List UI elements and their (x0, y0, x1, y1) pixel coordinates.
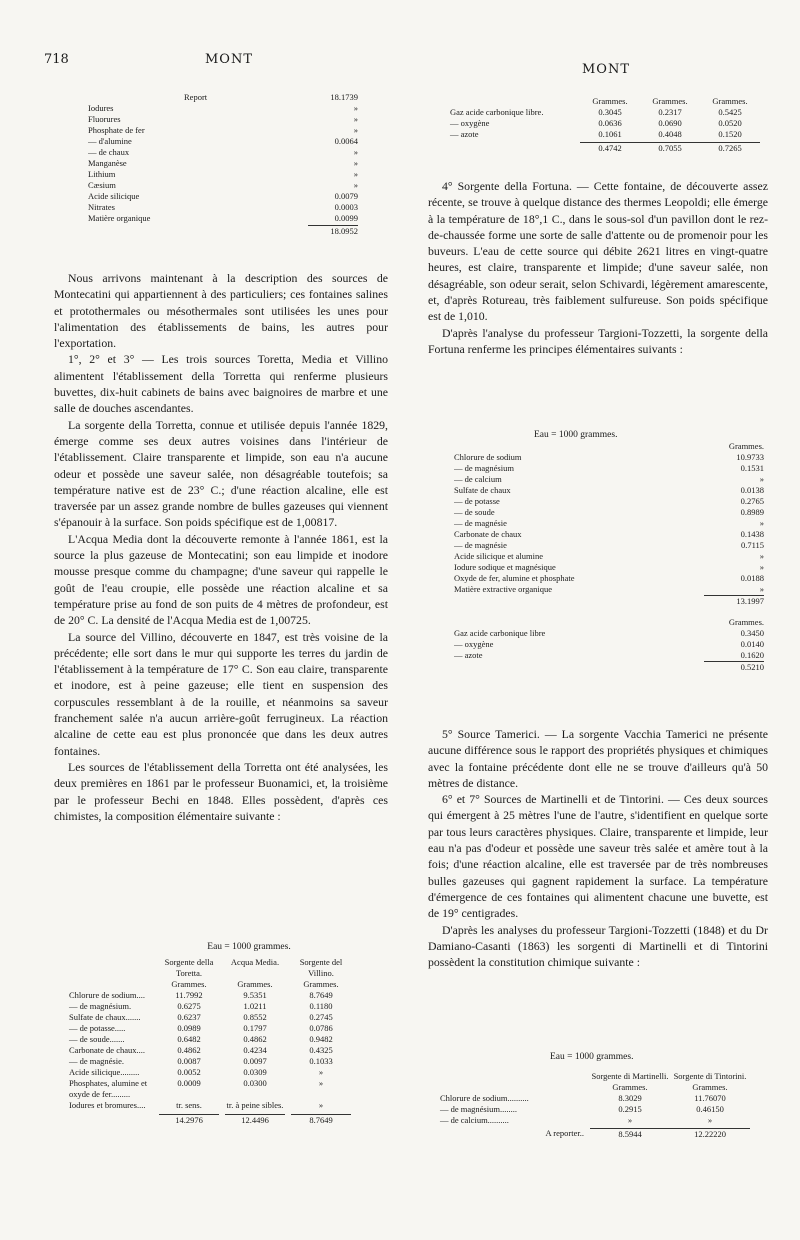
table-row (88, 169, 358, 180)
row-value: 0.3450 (740, 628, 764, 638)
row-label: Carbonate de chaux.... (69, 1045, 145, 1055)
row-label: Nitrates (88, 202, 115, 212)
cell-value: 11.7992 (175, 990, 203, 1000)
cell-value: 0.3045 (598, 107, 622, 117)
row-label: — azote (454, 650, 483, 660)
table-row (454, 551, 764, 562)
table-row (454, 496, 764, 507)
cell-value: 0.0052 (177, 1067, 201, 1077)
cell-value: 0.0636 (598, 118, 622, 128)
gas-table (450, 96, 770, 154)
paragraph: 4° Sorgente della Fortuna. — Cette fontaine, de découverte assez récente, se trouve à quelque distance des thermes Leopoldi; elle émerge à la température de 18°,1 C., dans le sous-sol d'un pavillon dont le rez-de-chaussée forme une sorte de salle d'attente ou de promenoir pour les buveurs. L'eau de cette source qui débite 2621 litres en vingt-quatre heures, est claire, transparente et limpide; d'une saveur salée, non désagréable, son odeur serait, selon Schivardi, légèrement amarescente, et, d'après Rotureau, très faiblement sulfureuse. Son poids spécifique est de 1,010. (428, 179, 768, 324)
total: 13.1997 (736, 596, 764, 606)
row-label: Acide silicique......... (69, 1067, 140, 1077)
total: 12.4496 (225, 1114, 285, 1126)
cell-value: 0.6482 (177, 1034, 201, 1044)
table-row (454, 584, 764, 595)
cell-value: 0.2915 (618, 1104, 642, 1114)
cell-value: 8.3029 (618, 1093, 642, 1103)
table-row (454, 529, 764, 540)
total: 8.7649 (291, 1114, 351, 1126)
right-body-bottom (428, 726, 768, 970)
cell-value: 0.5425 (718, 107, 742, 117)
fortuna-table (454, 430, 764, 673)
cell-value: 0.4325 (309, 1045, 333, 1055)
unit: Grammes. (728, 441, 764, 451)
cell-value: 0.8552 (243, 1012, 267, 1022)
row-value: 0.0138 (740, 485, 764, 495)
row-label: — de potasse..... (69, 1023, 126, 1033)
row-label: — de magnésium (454, 463, 514, 473)
row-label: Iodure sodique et magnésique (454, 562, 556, 572)
total: 0.5210 (740, 662, 764, 672)
row-label: Sulfate de chaux (454, 485, 511, 495)
cell-value: 0.1520 (718, 129, 742, 139)
column-head: Sorgente di Martinelli. (591, 1071, 669, 1081)
unit: Grammes. (692, 1082, 728, 1092)
cell-value: 0.4048 (658, 129, 682, 139)
column-head: Sorgente della Toretta. (164, 957, 214, 978)
row-label: — de potasse (454, 496, 500, 506)
row-value: 0.7115 (740, 540, 764, 550)
cell-value: 9.5351 (243, 990, 267, 1000)
report-table (88, 92, 358, 237)
cell-value: 0.6237 (177, 1012, 201, 1022)
row-value: 0.0099 (334, 213, 358, 223)
torretta-table (69, 942, 389, 1126)
table-row (88, 125, 358, 136)
table-row (454, 452, 764, 463)
cell-value: 0.2745 (309, 1012, 333, 1022)
cell-value: 0.46150 (696, 1104, 724, 1114)
unit: Grammes. (237, 979, 273, 989)
row-label: Gaz acide carbonique libre (454, 628, 546, 638)
row-label: Manganèse (88, 158, 127, 168)
row-label: Lithium (88, 169, 116, 179)
row-label: — de magnésie. (69, 1056, 124, 1066)
unit: Grammes. (592, 96, 628, 106)
row-value: 10.9733 (736, 452, 764, 462)
table-row (88, 180, 358, 191)
cell-value: 0.0009 (177, 1078, 201, 1088)
table-row (88, 213, 358, 224)
table-row (454, 540, 764, 551)
cell-value: tr. sens. (176, 1100, 202, 1110)
unit: Grammes. (652, 96, 688, 106)
table-row (88, 202, 358, 213)
table-row (454, 463, 764, 474)
row-label: Cæsium (88, 180, 116, 190)
table-row (454, 650, 764, 661)
row-label: — de soude (454, 507, 495, 517)
row-value: » (759, 474, 764, 484)
row-label: — oxygène (450, 118, 490, 128)
table-row (88, 147, 358, 158)
row-label: — de calcium.......... (440, 1115, 509, 1125)
table-title: Eau = 1000 grammes. (550, 1052, 634, 1062)
table-row (454, 573, 764, 584)
row-label: — azote (450, 129, 479, 139)
cell-value: 0.1061 (598, 129, 622, 139)
paragraph: 5° Source Tamerici. — La sorgente Vacchia Tamerici ne présente aucune différence sous le rapport des propriétés physiques et chimiques avec la fontaine précédente dont elle ne se trouve d'ailleurs qu'à 50 mètres de distance. (428, 727, 768, 790)
table-row (88, 191, 358, 202)
total: 8.5944 (590, 1128, 670, 1140)
row-value: » (353, 103, 358, 113)
table-row (454, 562, 764, 573)
left-body-text (54, 270, 388, 824)
cell-value: 0.9482 (309, 1034, 333, 1044)
running-head-left: MONT (205, 52, 254, 67)
running-head-right: MONT (582, 62, 631, 77)
row-value: 0.0188 (740, 573, 764, 583)
unit: Grammes. (171, 979, 207, 989)
paragraph: 1°, 2° et 3° — Les trois sources Toretta, Media et Villino alimentent l'établissement della Torretta qui renferme plusieurs buvettes, dix-huit cabinets de bains avec baignoires de marbre et une salle de douches ascendantes. (54, 352, 388, 416)
row-value: » (353, 158, 358, 168)
row-label: — de magnésium. (69, 1001, 132, 1011)
cell-value: 0.0097 (243, 1056, 267, 1066)
row-label: — de magnésium........ (440, 1104, 517, 1114)
cell-value: » (318, 1067, 324, 1077)
table-row (454, 639, 764, 650)
row-value: » (759, 584, 764, 594)
table-row (88, 103, 358, 114)
row-value: 0.1620 (740, 650, 764, 660)
table-row (88, 114, 358, 125)
row-label: Sulfate de chaux....... (69, 1012, 141, 1022)
unit: Grammes. (612, 1082, 648, 1092)
row-value: » (353, 114, 358, 124)
cell-value: » (318, 1078, 324, 1088)
row-value: » (353, 125, 358, 135)
right-body-top (428, 178, 768, 357)
column-head: Sorgente del Villino. (299, 957, 343, 978)
row-value: 0.0003 (334, 202, 358, 212)
row-label: Matière extractive organique (454, 584, 553, 594)
row-label: — de magnésie (454, 518, 507, 528)
paragraph: La sorgente della Torretta, connue et utilisée depuis l'année 1829, émerge comme ses deux autres voisines dans l'intérieur de l'établissement. Claire transparente et limpide, son eau n'a aucune odeur et possède une saveur salée, non désagréable toutefois; sa température native est de 23° C.; d'une réaction alcaline, elle est traversée par un assez grande nombre de bulles gazeuses qui viennent s'épanouir à la surface. Son poids spécifique est de 1,00817. (54, 417, 388, 530)
paragraph: D'après les analyses du professeur Targioni-Tozzetti (1848) et du Dr Damiano-Casanti (1863) les sorgenti di Martinelli et di Tintorini possèdent la constitution chimique suivante : (428, 922, 768, 970)
row-label: Phosphate de fer (88, 125, 145, 135)
cell-value: 0.6275 (177, 1001, 201, 1011)
cell-value: tr. à peine sibles. (226, 1100, 284, 1110)
table-title: Eau = 1000 grammes. (207, 942, 291, 952)
row-value: 0.0140 (740, 639, 764, 649)
row-value: 0.8989 (740, 507, 764, 517)
row-value: 0.1438 (740, 529, 764, 539)
cell-value: 0.0989 (177, 1023, 201, 1033)
table-row (454, 474, 764, 485)
cell-value: 0.4862 (243, 1034, 267, 1044)
paragraph: Les sources de l'établissement della Torretta ont été analysées, les deux premières en 1861 par le professeur Buonamici, et, la troisième par le professeur Bechi en 1848. Elles possèdent, d'après ces chimistes, la composition élémentaire suivante : (54, 759, 388, 823)
cell-value: 0.0520 (718, 118, 742, 128)
paragraph: Nous arrivons maintenant à la description des sources de Montecatini qui appartiennent à des particuliers; ces fontaines salines et protothermales ou mésothermales sont utilisées les unes pour l'alimentation des établissements de bains, les autres pour l'exportation. (54, 271, 388, 351)
row-label: Carbonate de chaux (454, 529, 522, 539)
row-value: » (759, 518, 764, 528)
paragraph: L'Acqua Media dont la découverte remonte à l'année 1861, est la source la plus gazeuse de Montecatini; son eau limpide et inodore mousse presque comme du champagne; d'une saveur qui rappelle le goût de l'eau croupie, elle possède une réaction alcaline et sa température prise au fond de son puits de 4 mètres de profondeur, est de 20° C. La densité de l'Acqua Media est de 1,00725. (54, 531, 388, 628)
paragraph: 6° et 7° Sources de Martinelli et de Tintorini. — Ces deux sources qui émergent à 25 mètres l'une de l'autre, s'identifient en quelque sorte par tous leurs caractères physiques. Claire, transparente et limpide, leur eau n'a pas d'odeur et possède une saveur très salée et amère tout à la fois; d'une réaction alcaline, elle est traversée par de très nombreuses bulles gazeuses qui gagnent rapidement la surface. La température d'émergence de ces fontaines qui alimentent chacune une buvette, est de 19° centigrades. (428, 792, 768, 921)
row-value: 0.1531 (740, 463, 764, 473)
column-head: Acqua Media. (230, 957, 280, 967)
row-label: Chlorure de sodium.... (69, 990, 146, 1000)
row-label: Acide silicique et alumine (454, 551, 543, 561)
paragraph: D'après l'analyse du professeur Targioni-Tozzetti, la sorgente della Fortuna renferme les principes élémentaires suivants : (428, 325, 768, 356)
report-value: 18.1739 (330, 92, 358, 102)
cell-value: 0.2317 (658, 107, 682, 117)
report-label: Report (184, 92, 208, 102)
row-label: — de calcium (454, 474, 502, 484)
cell-value: » (318, 1100, 324, 1110)
row-label: Chlorure de sodium (454, 452, 522, 462)
total: 0.4742 (580, 142, 640, 154)
cell-value: 11.76070 (694, 1093, 726, 1103)
table-row (454, 507, 764, 518)
cell-value: 0.0309 (243, 1067, 267, 1077)
unit: Grammes. (712, 96, 748, 106)
row-label: Chlorure de sodium.......... (440, 1093, 529, 1103)
row-label: Iodures (88, 103, 114, 113)
row-label: Fluorures (88, 114, 121, 124)
row-label: Acide silicique (88, 191, 140, 201)
cell-value: 1.0211 (243, 1001, 267, 1011)
row-value: » (353, 147, 358, 157)
row-label: — de magnésie (454, 540, 507, 550)
table-title: Eau = 1000 grammes. (534, 430, 618, 440)
row-value: 0.0064 (334, 136, 358, 146)
row-value: » (759, 562, 764, 572)
row-label: — d'alumine (88, 136, 132, 146)
report-total: 18.0952 (330, 226, 358, 236)
unit: Grammes. (728, 617, 764, 627)
cell-value: 0.4862 (177, 1045, 201, 1055)
row-label: Gaz acide carbonique libre. (450, 107, 544, 117)
page-number: 718 (44, 52, 69, 67)
table-row (454, 518, 764, 529)
paragraph: La source del Villino, découverte en 1847, est très voisine de la précédente; elle sort dans le mur qui supporte les terres du jardin de l'établissement à la température de 17° C. Son eau claire, transparente et inodore, est à peine gazeuse; elle tient en suspension des corpuscules ressemblant à de la rouille, et néanmoins sa saveur franchement salée n'a aucun arrière-goût ferrugineux. La réaction alcaline de cette eau est plus prononcée que dans les deux autres fontaines. (54, 629, 388, 758)
row-label: — de chaux (88, 147, 130, 157)
row-value: » (353, 180, 358, 190)
cell-value: 0.0690 (658, 118, 682, 128)
table-row (88, 158, 358, 169)
table-row (454, 628, 764, 639)
row-label: — de soude....... (69, 1034, 125, 1044)
row-label: Oxyde de fer, alumine et phosphate (454, 573, 575, 583)
cell-value: 0.1797 (243, 1023, 267, 1033)
cell-value: 0.4234 (243, 1045, 267, 1055)
total: 12.22220 (670, 1128, 750, 1140)
column-head: Sorgente di Tintorini. (673, 1071, 747, 1081)
total: 14.2976 (159, 1114, 219, 1126)
cell-value: 0.1180 (309, 1001, 333, 1011)
unit: Grammes. (303, 979, 339, 989)
row-label: Iodures et bromures.... (69, 1100, 146, 1110)
cell-value: 0.0300 (243, 1078, 267, 1088)
cell-value: 0.0786 (309, 1023, 333, 1033)
cell-value: » (627, 1115, 633, 1125)
row-label: — oxygène (454, 639, 494, 649)
row-value: » (353, 169, 358, 179)
cell-value: 0.1033 (309, 1056, 333, 1066)
row-value: 0.0079 (334, 191, 358, 201)
row-label: Phosphates, alumine et oxyde de fer......... (69, 1078, 148, 1099)
total: 0.7055 (640, 142, 700, 154)
table-row (88, 136, 358, 147)
report-label: A reporter.. (545, 1128, 584, 1138)
cell-value: 8.7649 (309, 990, 333, 1000)
cell-value: 0.0087 (177, 1056, 201, 1066)
cell-value: » (707, 1115, 713, 1125)
total: 0.7265 (700, 142, 760, 154)
martinelli-table (440, 1052, 760, 1140)
row-value: » (759, 551, 764, 561)
row-label: Matière organique (88, 213, 151, 223)
row-value: 0.2765 (740, 496, 764, 506)
table-row (454, 485, 764, 496)
